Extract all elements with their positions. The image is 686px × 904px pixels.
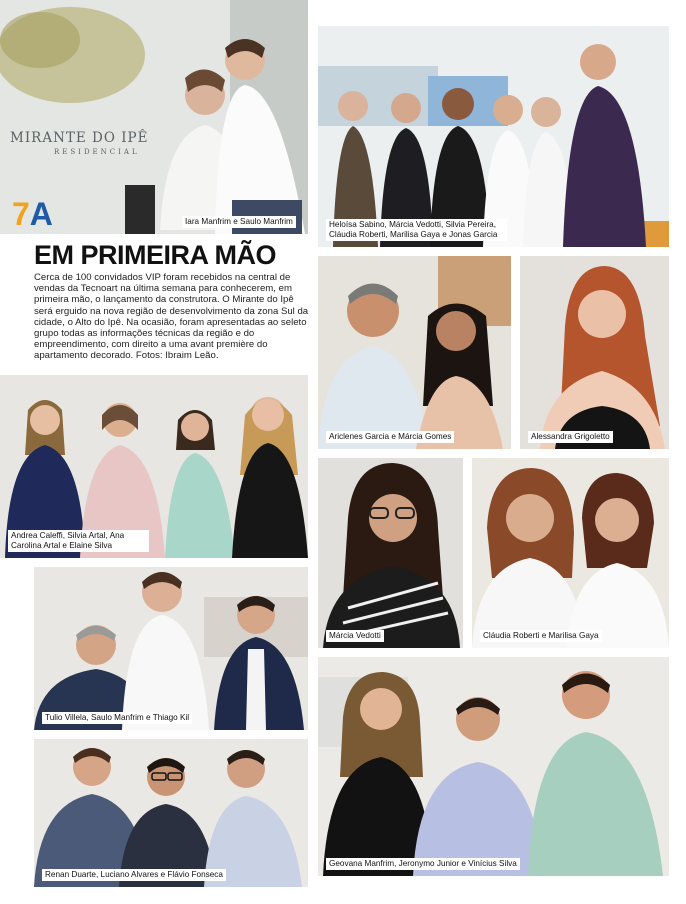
- photo-renan-luciano-flavio-image: [34, 739, 308, 887]
- signage-name: MIRANTE DO IPÊ: [10, 130, 149, 146]
- photo-marcia-vedotti-image: [318, 458, 463, 648]
- caption: Ariclenes Garcia e Márcia Gomes: [326, 431, 454, 443]
- photo-group-six: [318, 26, 669, 247]
- caption: Cláudia Roberti e Marilisa Gaya: [480, 630, 602, 642]
- photo-group-six-image: [318, 26, 669, 247]
- photo-claudia-marilisa-image: [472, 458, 669, 648]
- photo-iara-saulo: [0, 0, 308, 234]
- photo-tulio-saulo-thiago: [34, 567, 308, 730]
- caption: Renan Duarte, Luciano Alvares e Flávio Fonseca: [42, 869, 226, 881]
- photo-geovana-jeronymo-vinicius: [318, 657, 669, 876]
- caption: Heloísa Sabino, Márcia Vedotti, Silvia Pereira, Cláudia Roberti, Marilisa Gaya e Jonas Garcia: [326, 219, 507, 241]
- caption: Geovana Manfrim, Jeronymo Junior e Vinícius Silva: [326, 858, 520, 870]
- caption: Alessandra Grigoletto: [528, 431, 613, 443]
- photo-claudia-marilisa: [472, 458, 669, 648]
- mirante-signage: [10, 130, 160, 156]
- caption: Márcia Vedotti: [326, 630, 384, 642]
- article-headline: EM PRIMEIRA MÃO: [34, 240, 276, 270]
- photo-alessandra: [520, 256, 669, 449]
- caption: Andrea Caleffi, Silvia Artal, Ana Carolina Artal e Elaine Silva: [8, 530, 149, 552]
- signage-sub: RESIDENCIAL: [54, 148, 140, 156]
- photo-alessandra-image: [520, 256, 669, 449]
- photo-four-women: [0, 375, 308, 558]
- photo-ariclenes-marcia: [318, 256, 511, 449]
- caption: Tulio Villela, Saulo Manfrim e Thiago Kil: [42, 712, 192, 724]
- photo-tulio-saulo-thiago-image: [34, 567, 308, 730]
- photo-renan-luciano-flavio: [34, 739, 308, 887]
- photo-marcia-vedotti: [318, 458, 463, 648]
- photo-ariclenes-marcia-image: [318, 256, 511, 449]
- tecnoart-logo-icon: 7A: [12, 196, 53, 232]
- article-body: Cerca de 100 convidados VIP foram recebidos na central de vendas da Tecnoart na última semana para conhecerem, em primeira mão, o lançamento da construtora. O Mirante do Ipê será erguido na nova região de desenvolvimento da zona Sul da cidade, o Alto do Ipê. Na ocasião, foram apresentadas ao seleto grupo todas as informações técnicas da região e do empreendimento, com direito a uma avant première do apartamento decorado. Fotos: Ibraim Leão.: [34, 272, 309, 362]
- photo-geovana-jeronymo-vinicius-image: [318, 657, 669, 876]
- caption: Iara Manfrim e Saulo Manfrim: [182, 216, 296, 228]
